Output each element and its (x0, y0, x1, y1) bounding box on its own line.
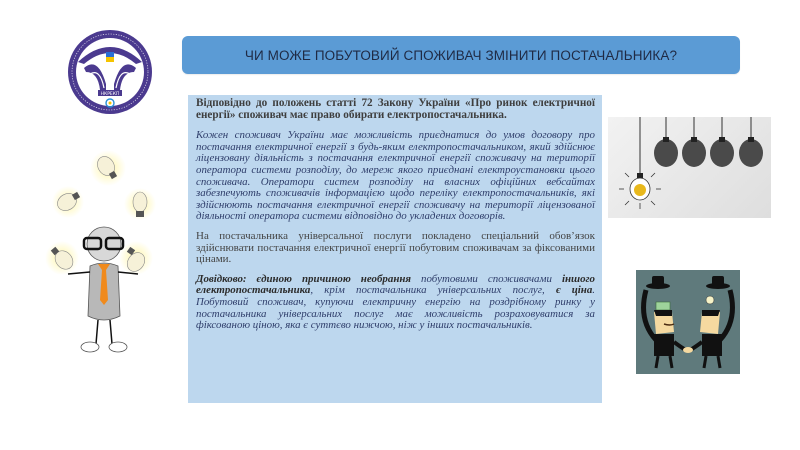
juggler-illustration (40, 140, 170, 360)
note-text-3: . Побутовий споживач, купуючи електричну енергію на роздрібному ринку у постачальника універсальних послуг має можливість розраховуватися за фіксованою ціною, яка є суттєво нижчою, ніж у інших постачальників. (196, 284, 595, 332)
handshake-illustration (636, 270, 740, 374)
businessmen-handshake-icon (636, 270, 740, 374)
svg-text:НКРЕКП: НКРЕКП (100, 92, 120, 97)
logo-emblem-icon (64, 28, 156, 116)
consumer-rights-paragraph: Кожен споживач України має можливість приєднатися до умов договору про постачання електричної енергії з будь-яким електропостачальником, який здійснює ліцензовану діяльність з постачання електричної енергії споживачу на території оператора системи розподілу, до мереж якого приєднані електроустановки цього споживача. Оператори систем розподілу на власних офіційних вебсайтах забезпечують споживачів інформацією щодо переліку електропостачальників, які здійснюють постачання електричної енергії споживачу на території ліцензованої діяльності оператора системи відповідно до укладених договорів. (196, 129, 595, 223)
note-bold-3: є ціна (555, 284, 593, 297)
note-text-2: , крім постачальника універсальних послуг, (310, 284, 556, 297)
note-text-1: побутовими споживачами (411, 272, 562, 285)
reference-note-paragraph (196, 274, 595, 332)
lightbulbs-icon (608, 117, 771, 218)
slide-title: ЧИ МОЖЕ ПОБУТОВИЙ СПОЖИВАЧ ЗМІНИТИ ПОСТАЧАЛЬНИКА? (244, 47, 678, 63)
slide-title-bar (182, 36, 740, 74)
law-reference-paragraph: Відповідно до положень статті 72 Закону України «Про ринок електричної енергії» споживач має право обирати електропостачальника. (196, 97, 595, 121)
hanging-bulbs-illustration (608, 117, 771, 218)
universal-supplier-paragraph: На постачальника універсальної послуги покладено спеціальний обов’язок здійснювати постачання електричної енергії побутовим споживачам за фіксованими цінами. (196, 229, 595, 266)
regulator-logo (64, 28, 156, 116)
lit-bulb-icon (619, 173, 661, 209)
juggling-lightbulbs-icon (40, 140, 170, 360)
note-bold-1: Довідково: єдиною причиною необрання (196, 272, 412, 285)
main-text-box (188, 95, 602, 403)
note-bold-2: іншого електропостачальника (196, 272, 595, 297)
dark-bulb-icon (654, 117, 678, 167)
